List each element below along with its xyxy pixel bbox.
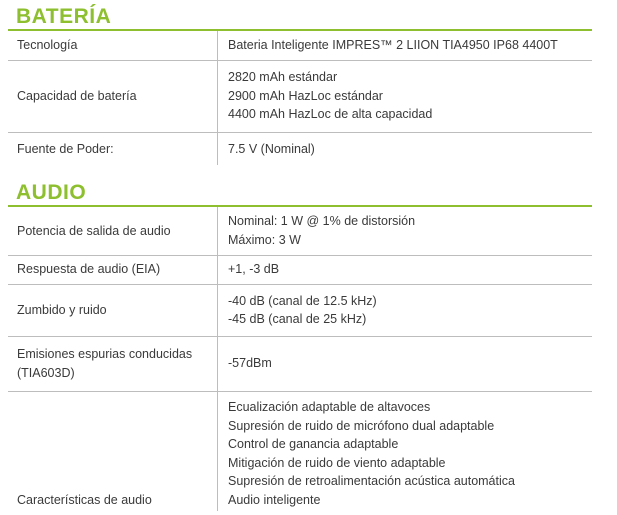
spec-value <box>218 336 593 391</box>
spec-label <box>8 336 218 391</box>
table-row <box>8 336 592 391</box>
spec-value-line: -57dBm <box>228 356 272 371</box>
spec-label-line: Emisiones espurias conducidas <box>17 347 193 361</box>
section-title-bateria: BATERÍA <box>16 5 112 28</box>
spec-value-line: Mitigación de ruido de viento adaptable <box>228 455 446 470</box>
spec-value <box>218 31 593 60</box>
table-row <box>8 255 592 284</box>
table-row <box>8 31 592 60</box>
spec-value <box>218 255 593 284</box>
spec-value-line: -45 dB (canal de 25 kHz) <box>228 312 367 326</box>
spec-label: Zumbido y ruido <box>8 284 218 336</box>
spec-value-line: -40 dB (canal de 12.5 kHz) <box>228 293 377 308</box>
spec-label-line: (TIA603D) <box>17 365 75 380</box>
table-row <box>8 207 592 255</box>
spec-value-line: 7.5 V (Nominal) <box>228 141 315 156</box>
spec-label: Fuente de Poder: <box>8 132 218 165</box>
spec-value <box>218 207 593 255</box>
spec-value-line: Nominal: 1 W @ 1% de distorsión <box>228 214 416 229</box>
spec-value-line: Máximo: 3 W <box>228 232 301 247</box>
section-audio <box>8 178 592 511</box>
spec-value-line: Ecualización adaptable de altavoces <box>228 400 431 414</box>
spec-value-line: Supresión de retroalimentación acústica automática <box>228 474 515 488</box>
spec-table-audio <box>8 207 592 511</box>
table-row <box>8 60 592 132</box>
spec-value <box>218 391 593 511</box>
spec-value-line: Control de ganancia adaptable <box>228 437 399 451</box>
spec-table-bateria <box>8 31 592 165</box>
spec-value <box>218 60 593 132</box>
spec-value <box>218 132 593 165</box>
spec-value-line: 4400 mAh HazLoc de alta capacidad <box>228 107 433 122</box>
spec-label: Características de audio <box>8 391 218 511</box>
spec-value-line: Audio inteligente <box>228 492 321 507</box>
spec-value-line: 2820 mAh estándar <box>228 70 338 85</box>
section-bateria <box>8 2 592 165</box>
spec-label: Potencia de salida de audio <box>8 207 218 255</box>
spec-value-line: Supresión de ruido de micrófono dual adaptable <box>228 418 495 433</box>
table-row <box>8 132 592 165</box>
spec-label: Capacidad de batería <box>8 60 218 132</box>
table-row <box>8 391 592 511</box>
spec-label: Tecnología <box>8 31 218 60</box>
spec-value-line: +1, -3 dB <box>228 262 280 277</box>
spec-value <box>218 284 593 336</box>
section-title-audio: AUDIO <box>16 181 87 204</box>
spec-value-line: 2900 mAh HazLoc estándar <box>228 88 383 103</box>
spec-value-line: Bateria Inteligente IMPRES™ 2 LIION TIA4950 IP68 4400T <box>228 38 558 52</box>
spec-label: Respuesta de audio (EIA) <box>8 255 218 284</box>
table-row <box>8 284 592 336</box>
